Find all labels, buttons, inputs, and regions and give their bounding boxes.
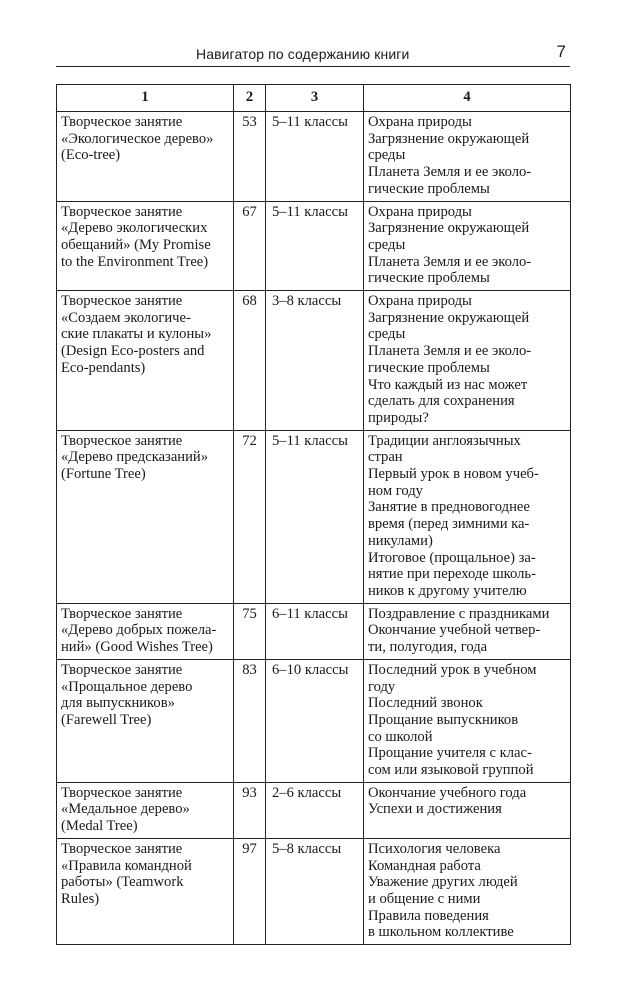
activity-cell <box>57 603 234 659</box>
table-row <box>57 112 571 202</box>
activity-cell <box>57 291 234 431</box>
topics-cell-line: Успехи и достижения <box>368 801 502 818</box>
activity-cell-line: Rules) <box>61 890 100 907</box>
topics-cell-line: Первый урок в новом учеб- <box>368 466 539 483</box>
activity-cell-line: Творческое занятие <box>61 661 183 678</box>
activity-cell-line: Творческое занятие <box>61 784 183 801</box>
topics-cell-line: среды <box>368 236 406 253</box>
topics-cell-line: сделать для сохранения <box>368 393 515 410</box>
topics-cell-line: Загрязнение окружающей <box>368 220 530 237</box>
topics-cell <box>364 291 571 431</box>
topics-cell <box>364 430 571 603</box>
topics-cell-line: Командная работа <box>368 857 481 874</box>
column-header-3: 3 <box>266 85 364 112</box>
grades-cell: 3–8 классы <box>266 291 364 431</box>
table-header-row <box>57 85 571 112</box>
page-cell: 67 <box>234 201 266 291</box>
page-cell: 75 <box>234 603 266 659</box>
topics-cell-line: Окончание учебного года <box>368 784 527 801</box>
table-row <box>57 291 571 431</box>
activity-cell <box>57 838 234 944</box>
table-body <box>57 112 571 945</box>
grades-cell: 2–6 классы <box>266 782 364 838</box>
grades-cell: 5–11 классы <box>266 201 364 291</box>
activity-cell-line: «Правила командной <box>61 857 192 874</box>
activity-cell-line: для выпускников» <box>61 695 175 712</box>
page-number: 7 <box>556 42 566 61</box>
table-row <box>57 659 571 782</box>
topics-cell-line: Правила поведения <box>368 907 489 924</box>
activity-cell-line: «Медальное дерево» <box>61 801 190 818</box>
topics-cell-line: гические проблемы <box>368 270 490 287</box>
topics-cell-line: сом или языковой группой <box>368 762 534 779</box>
column-header-1: 1 <box>57 85 234 112</box>
activity-cell-line: Творческое занятие <box>61 114 183 130</box>
activity-cell-line: ний» (Good Wishes Tree) <box>61 639 213 656</box>
topics-cell <box>364 603 571 659</box>
page-cell: 68 <box>234 291 266 431</box>
activity-cell-line: (Fortune Tree) <box>61 466 146 483</box>
activity-cell-line: обещаний» (My Promise <box>61 236 211 253</box>
activity-cell-line: «Создаем экологиче- <box>61 309 191 326</box>
topics-cell <box>364 838 571 944</box>
topics-cell-line: Уважение других людей <box>368 874 518 891</box>
topics-cell-line: Психология человека <box>368 840 501 857</box>
topics-cell-line: Поздравление с праздниками <box>368 605 550 622</box>
topics-cell-line: время (перед зимними ка- <box>368 516 530 533</box>
activity-cell <box>57 782 234 838</box>
activity-cell-line: to the Environment Tree) <box>61 253 209 270</box>
topics-cell-line: Охрана природы <box>368 293 472 310</box>
activity-cell-line: «Прощальное дерево <box>61 678 193 695</box>
activity-cell-line: «Дерево экологических <box>61 220 208 237</box>
table-row <box>57 201 571 291</box>
table-row <box>57 838 571 944</box>
topics-cell-line: Прощание учителя с клас- <box>368 745 532 762</box>
activity-cell <box>57 430 234 603</box>
topics-cell-line: гические проблемы <box>368 359 490 376</box>
activity-cell-line: Творческое занятие <box>61 293 183 310</box>
table-row <box>57 603 571 659</box>
page-cell: 53 <box>234 112 266 202</box>
topics-cell-line: и общение с ними <box>368 890 481 907</box>
topics-cell-line: стран <box>368 449 403 466</box>
topics-cell <box>364 782 571 838</box>
topics-cell-line: ти, полугодия, года <box>368 639 488 656</box>
grades-cell: 5–11 классы <box>266 430 364 603</box>
column-header-4: 4 <box>364 85 571 112</box>
topics-cell-line: гические проблемы <box>368 180 490 197</box>
grades-cell: 5–8 классы <box>266 838 364 944</box>
column-header-2: 2 <box>234 85 266 112</box>
page-cell: 83 <box>234 659 266 782</box>
topics-cell-line: Планета Земля и ее эколо- <box>368 253 532 270</box>
grades-cell: 5–11 классы <box>266 112 364 202</box>
activity-cell-line: Eco-pendants) <box>61 359 146 376</box>
grades-cell: 6–10 классы <box>266 659 364 782</box>
topics-cell-line: со школой <box>368 728 433 745</box>
activity-cell <box>57 659 234 782</box>
topics-cell-line: Планета Земля и ее эколо- <box>368 164 532 181</box>
activity-cell-line: «Экологическое дерево» <box>61 130 214 147</box>
topics-cell-line: нятие при переходе школь- <box>368 566 536 583</box>
page-cell: 72 <box>234 430 266 603</box>
activity-cell-line: Творческое занятие <box>61 605 183 622</box>
header-title: Навигатор по содержанию книги <box>196 46 410 62</box>
activity-cell <box>57 112 234 202</box>
activity-cell-line: (Medal Tree) <box>61 818 138 835</box>
activity-cell-line: работы» (Teamwork <box>61 874 184 891</box>
grades-cell: 6–11 классы <box>266 603 364 659</box>
topics-cell-line: Что каждый из нас может <box>368 376 528 393</box>
activity-cell-line: (Eco-tree) <box>61 147 121 164</box>
topics-cell-line: ников к другому учителю <box>368 582 527 599</box>
activity-cell-line: Творческое занятие <box>61 432 183 449</box>
topics-cell-line: Традиции англоязычных <box>368 432 521 449</box>
table-row <box>57 782 571 838</box>
activity-cell-line: (Design Eco-posters and <box>61 343 205 360</box>
topics-cell-line: Загрязнение окружающей <box>368 130 530 147</box>
page-cell: 97 <box>234 838 266 944</box>
topics-cell-line: Занятие в предновогоднее <box>368 499 530 516</box>
topics-cell-line: Прощание выпускников <box>368 711 519 728</box>
table-row <box>57 430 571 603</box>
topics-cell-line: Последний звонок <box>368 695 483 712</box>
topics-cell-line: природы? <box>368 409 429 426</box>
activity-cell-line: «Дерево предсказаний» <box>61 449 209 466</box>
running-header <box>56 44 570 67</box>
topics-cell <box>364 112 571 202</box>
activity-cell-line: «Дерево добрых пожела- <box>61 622 217 639</box>
activity-cell <box>57 201 234 291</box>
topics-cell-line: Окончание учебной четвер- <box>368 622 541 639</box>
topics-cell <box>364 201 571 291</box>
page-cell: 93 <box>234 782 266 838</box>
topics-cell-line: Итоговое (прощальное) за- <box>368 549 536 566</box>
topics-cell-line: Загрязнение окружающей <box>368 309 530 326</box>
activity-cell-line: Творческое занятие <box>61 203 183 220</box>
topics-cell-line: в школьном коллективе <box>368 924 514 941</box>
content-navigator-table <box>56 84 571 945</box>
topics-cell-line: Последний урок в учебном <box>368 661 537 678</box>
topics-cell-line: году <box>368 678 396 695</box>
activity-cell-line: Творческое занятие <box>61 840 183 857</box>
topics-cell-line: среды <box>368 326 406 343</box>
topics-cell-line: Планета Земля и ее эколо- <box>368 343 532 360</box>
topics-cell <box>364 659 571 782</box>
topics-cell-line: никулами) <box>368 532 433 549</box>
topics-cell-line: Охрана природы <box>368 114 472 130</box>
topics-cell-line: ном году <box>368 482 423 499</box>
topics-cell-line: Охрана природы <box>368 203 472 220</box>
activity-cell-line: (Farewell Tree) <box>61 711 152 728</box>
topics-cell-line: среды <box>368 147 406 164</box>
activity-cell-line: ские плакаты и кулоны» <box>61 326 212 343</box>
